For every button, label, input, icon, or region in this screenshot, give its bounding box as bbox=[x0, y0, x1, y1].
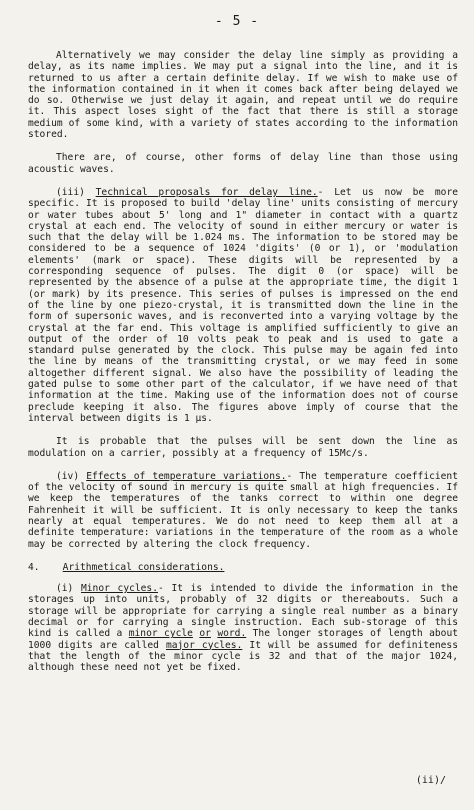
section-heading-arithmetical bbox=[28, 562, 458, 573]
section-technical-proposals bbox=[28, 187, 458, 424]
section-number: (i) bbox=[56, 583, 74, 595]
section-title: Arithmetical considerations. bbox=[62, 561, 225, 573]
section-text: The temperature coefficient of the velocity of sound in mercury is quite small at high frequencies. If we keep the temperatures of the tanks correct to within one degree Fahrenheit it will be sufficient. It is only necessary to keep the tanks nearly at equal temperatures. We do not need to keep them all at a definite temperature: variations in the temperature of the room as a whole may be corrected by altering the clock frequency. bbox=[28, 470, 458, 550]
term-major-cycles: major cycles. bbox=[165, 639, 243, 651]
title-dash: - bbox=[317, 186, 324, 198]
section-number: 4. bbox=[28, 561, 40, 573]
continuation-marker: (ii)/ bbox=[415, 775, 446, 786]
section-title: Minor cycles. bbox=[81, 583, 158, 595]
section-minor-cycles bbox=[28, 583, 458, 673]
section-temperature-effects bbox=[28, 471, 458, 550]
section-text: Let us now be more specific. It is proposed to build 'delay line' units consisting of mercury or water tubes about 5' long and 1" diameter in contact with a quartz crystal at each end. The velocity of sound in either mercury or water is such that the delay will be 1.024 ms. The information to be stored may be considered to be a sequence of 1024 'digits' (0 or 1), or 'modulation elements' (mark or space). These digits will be represented by a corresponding sequence of pulses. The digit 0 (or space) will be represented by the absence of a pulse at the appropriate time, the digit 1 (or mark) by its presence. This series of pulses is impressed on the end of the line by one piezo-crystal, it is transmitted down the line in the form of supersonic waves, and is reconverted into a varying voltage by the crystal at the far end. This voltage is amplified sufficiently to give an output of the order of 10 volts peak to peak and is used to gate a standard pulse generated by the clock. This pulse may be again fed into the line by means of the transmitting crystal, or we may feed in some altogether different signal. We also have the possibility of leading the gated pulse to some other part of the calculator, if we have need of that information at the time. Making use of the information does not of course preclude keeping it also. The figures above imply of course that the interval between digits is 1 µs. bbox=[28, 186, 459, 424]
title-dash: - bbox=[286, 470, 293, 482]
term-or: or bbox=[199, 628, 211, 640]
section-text-b: The longer storages of length about 1000 digits are called bbox=[28, 628, 458, 651]
section-number: (iii) bbox=[56, 186, 85, 198]
section-number: (iv) bbox=[56, 470, 80, 482]
paragraph-other-forms: There are, of course, other forms of delay line than those using acoustic waves. bbox=[28, 152, 458, 175]
section-title: Technical proposals for delay line. bbox=[95, 186, 318, 198]
body-text bbox=[28, 50, 458, 686]
title-dash: - bbox=[157, 583, 164, 595]
term-word: word. bbox=[217, 628, 247, 640]
section-text-c: It will be assumed for definiteness that the length of the minor cycle is 32 and that of the major 1024, although these need not yet be fixed. bbox=[28, 639, 458, 674]
section-text-a: It is intended to divide the information in the storages up into units, probably of 32 digits or thereabouts. Such a storage will be appropriate for carrying a single real number as a binary decimal or for carrying a single instruction. Each sub-storage of this kind is called a bbox=[28, 583, 459, 640]
page-number: - 5 - bbox=[214, 14, 260, 29]
paragraph-delay-aspect: Alternatively we may consider the delay line simply as providing a delay, as its name implies. We may put a signal into the line, and it is returned to us after a certain definite delay. If we wish to make use of the information contained in it when it comes back after being delayed we do so. Otherwise we just delay it again, and repeat until we do require it. This aspect loses sight of the fact that there is still a storage medium of some kind, with a variety of states according to the information stored. bbox=[28, 50, 458, 141]
term-minor-cycle: minor cycle bbox=[128, 628, 193, 640]
paragraph-carrier: It is probable that the pulses will be sent down the line as modulation on a carrier, possibly at a frequency of 15Mc/s. bbox=[28, 436, 458, 459]
section-title: Effects of temperature variations. bbox=[86, 470, 287, 482]
